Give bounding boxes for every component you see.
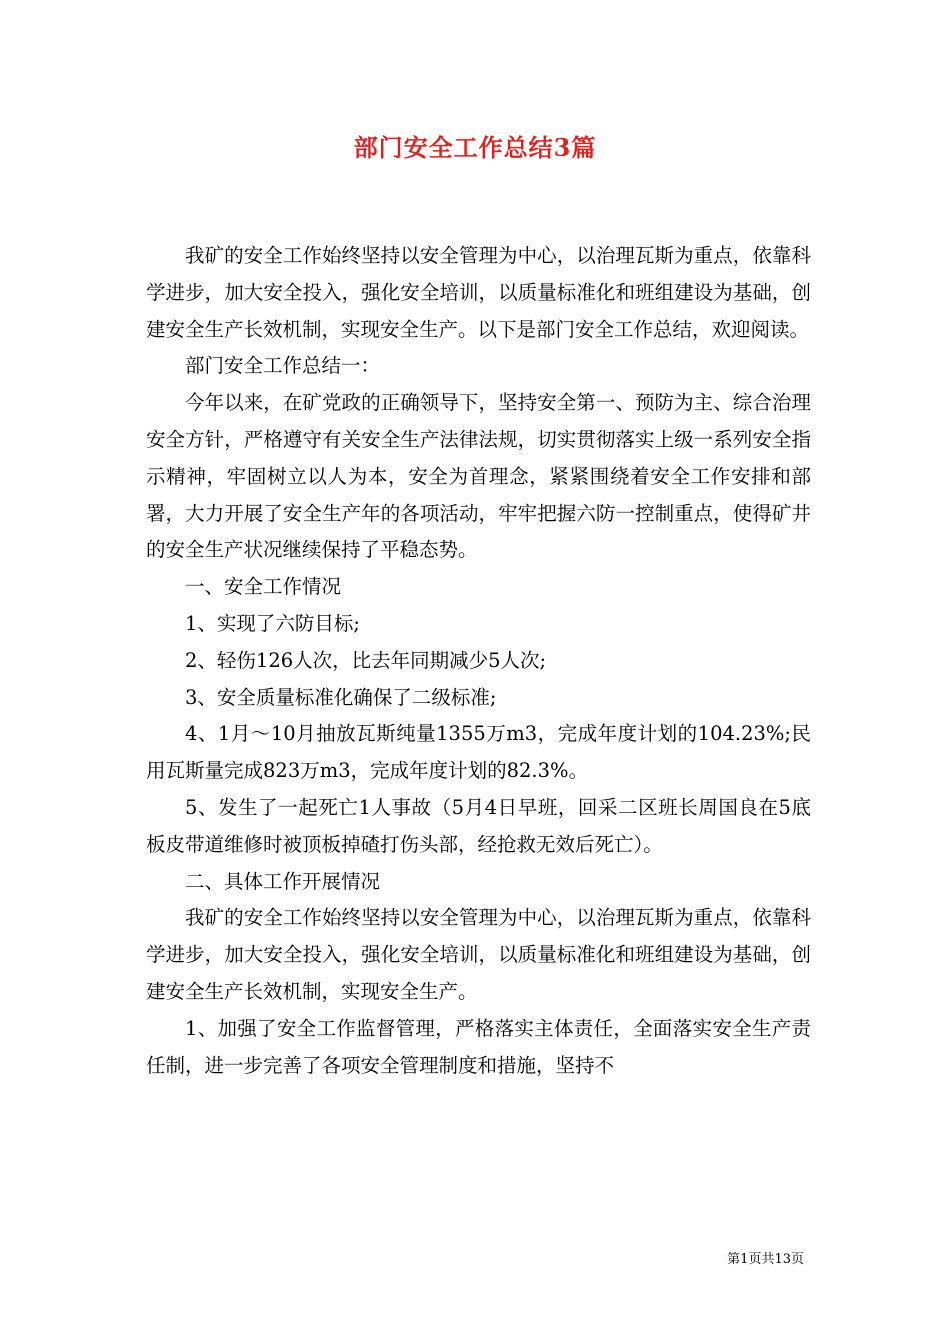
document-title: 部门安全工作总结3篇 [353,133,597,162]
list-item: 4、1月～10月抽放瓦斯纯量1355万m3，完成年度计划的104.23%;民用瓦斯量完成823万m3，完成年度计划的82.3%。 [146,722,811,783]
section-heading-summary-one: 部门安全工作总结一： [185,354,381,378]
section-heading-safety-status: 一、安全工作情况 [185,575,342,599]
document-body [146,238,811,1084]
section-heading-work-progress: 二、具体工作开展情况 [185,869,381,893]
intro-paragraph: 我矿的安全工作始终坚持以安全管理为中心，以治理瓦斯为重点，依靠科学进步，加大安全投入，强化安全培训，以质量标准化和班组建设为基础，创建安全生产长效机制，实现安全生产。以下是部门安全工作总结，欢迎阅读。 [146,244,811,341]
body-paragraph: 我矿的安全工作始终坚持以安全管理为中心，以治理瓦斯为重点，依靠科学进步，加大安全投入，强化安全培训，以质量标准化和班组建设为基础，创建安全生产长效机制，实现安全生产。 [146,906,811,1003]
body-paragraph: 1、加强了安全工作监督管理，严格落实主体责任，全面落实安全生产责任制，进一步完善了各项安全管理制度和措施，坚持不 [146,1016,811,1077]
page-number: 第1页共13页 [727,1252,804,1267]
body-paragraph: 今年以来，在矿党政的正确领导下，坚持安全第一、预防为主、综合治理安全方针，严格遵守有关安全生产法律法规，切实贯彻落实上级一系列安全指示精神，牢固树立以人为本，安全为首理念，紧紧围绕着安全工作安排和部署，大力开展了安全生产年的各项活动，牢牢把握六防一控制重点，使得矿井的安全生产状况继续保持了平稳态势。 [146,391,811,562]
list-item: 1、实现了六防目标; [185,611,360,635]
list-item: 5、发生了一起死亡1人事故（5月4日早班，回采二区班长周国良在5底板皮带道维修时被顶板掉碴打伤头部，经抢救无效后死亡）。 [146,795,811,856]
list-item: 3、安全质量标准化确保了二级标准; [185,685,497,709]
list-item: 2、轻伤126人次，比去年同期减少5人次; [185,648,547,672]
